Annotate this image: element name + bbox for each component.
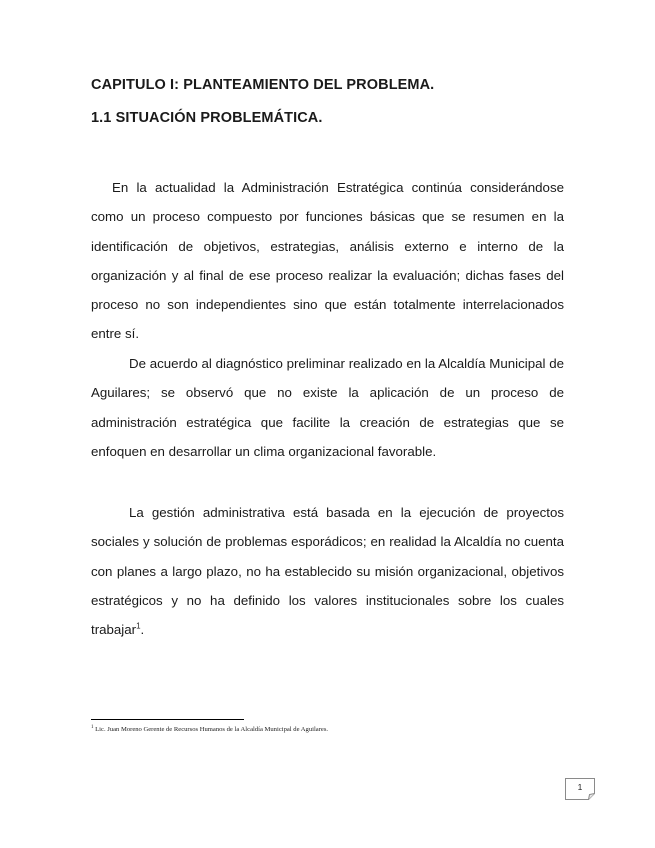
footnote-separator: [91, 719, 244, 720]
paragraph-3-text: La gestión administrativa está basada en la ejecución de proyectos sociales y solución de problemas esporádicos; en realidad la Alcaldía no cuenta con planes a largo plazo, no ha establecido su misión organizacional, objetivos estratégicos y no ha definido los valores institucionales sobre los cuales trabajar: [91, 505, 564, 638]
section-title: 1.1 SITUACIÓN PROBLEMÁTICA.: [91, 110, 323, 126]
footnote-mark: 1: [91, 724, 94, 730]
paragraph-1: En la actualidad la Administración Estratégica continúa considerándose como un proceso compuesto por funciones básicas que se resumen en la identificación de objetivos, estrategias, análisis externo e interno de la organización y al final de ese proceso realizar la evaluación; dichas fases del proceso no son independientes sino que están totalmente interrelacionados entre sí.: [91, 180, 564, 342]
page-number: 1: [577, 782, 583, 792]
footnote-reference[interactable]: 1: [136, 621, 141, 631]
footnote: [91, 726, 328, 733]
paragraph-3-end: .: [140, 622, 145, 638]
paragraph-2: De acuerdo al diagnóstico preliminar realizado en la Alcaldía Municipal de Aguilares; se observó que no existe la aplicación de un proceso de administración estratégica que facilite la creación de estrategias que se enfoquen en desarrollar un clima organizacional favorable.: [91, 356, 564, 459]
page-number-badge: [565, 778, 595, 800]
chapter-title: CAPITULO I: PLANTEAMIENTO DEL PROBLEMA.: [91, 77, 435, 93]
footnote-text: Lic. Juan Moreno Gerente de Recursos Humanos de la Alcaldía Municipal de Aguilares.: [95, 726, 329, 733]
paragraph-3: [91, 498, 564, 644]
